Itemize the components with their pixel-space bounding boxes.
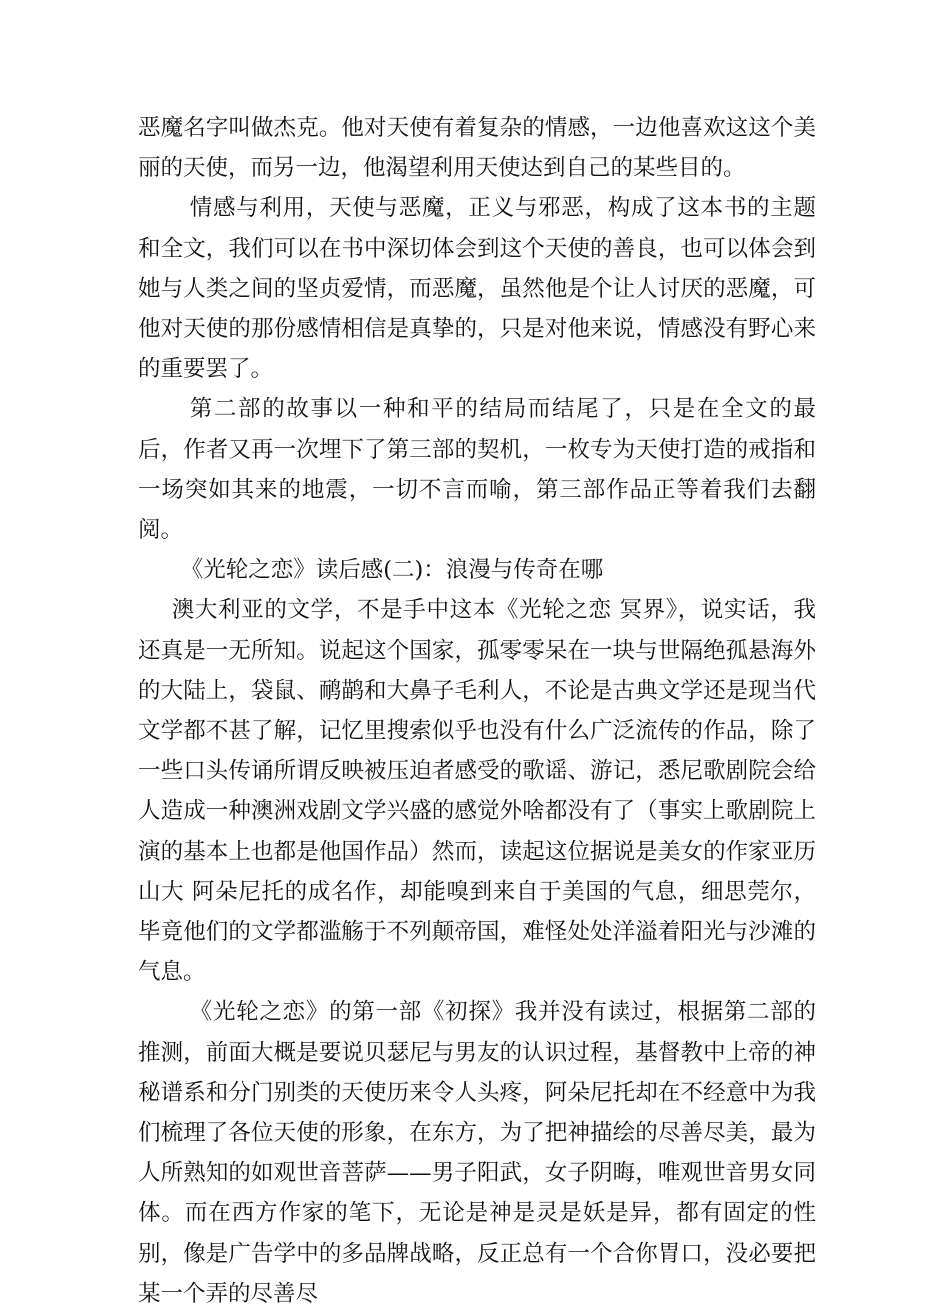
paragraph-ending: 第二部的故事以一种和平的结局而结尾了，只是在全文的最后，作者又再一次埋下了第三部的契机，一枚专为天使打造的戒指和一场突如其来的地震，一切不言而喻，第三部作品正等着我们去翻阅。 [138, 396, 816, 544]
document-body [138, 108, 816, 1314]
paragraph-theme: 情感与利用，天使与恶魔，正义与邪恶，构成了这本书的主题和全文，我们可以在书中深切体会到这个天使的善良，也可以体会到她与人类之间的坚贞爱情，而恶魔，虽然他是个让人讨厌的恶魔，可他对天使的那份感情相信是真挚的，只是对他来说，情感没有野心来的重要罢了。 [138, 195, 816, 383]
paragraph-first-part: 《光轮之恋》的第一部《初探》我并没有读过，根据第二部的推测，前面大概是要说贝瑟尼与男友的认识过程，基督教中上帝的神秘谱系和分门别类的天使历来令人头疼，阿朵尼托却在不经意中为我们梳理了各位天使的形象，在东方，为了把神描绘的尽善尽美，最为人所熟知的如观世音菩萨——男子阳武，女子阴晦，唯观世音男女同体。而在西方作家的笔下，无论是神是灵是妖是异，都有固定的性别，像是广告学中的多品牌战略，反正总有一个合你胃口，没必要把某一个弄的尽善尽 [138, 999, 816, 1307]
section-heading: 《光轮之恋》读后感(二)：浪漫与传奇在哪 [180, 557, 604, 584]
paragraph-continuation: 恶魔名字叫做杰克。他对天使有着复杂的情感，一边他喜欢这这个美丽的天使，而另一边，他渴望利用天使达到自己的某些目的。 [138, 115, 816, 182]
paragraph-australian-literature: 澳大利亚的文学，不是手中这本《光轮之恋 冥界》，说实话，我还真是一无所知。说起这个国家，孤零零呆在一块与世隔绝孤悬海外的大陆上，袋鼠、鸸鹋和大鼻子毛利人，不论是古典文学还是现当代文学都不甚了解，记忆里搜索似乎也没有什么广泛流传的作品，除了一些口头传诵所谓反映被压迫者感受的歌谣、游记，悉尼歌剧院会给人造成一种澳洲戏剧文学兴盛的感觉外啥都没有了（事实上歌剧院上演的基本上也都是他国作品）然而，读起这位据说是美女的作家亚历山大 阿朵尼托的成名作，却能嗅到来自于美国的气息，细思莞尔，毕竟他们的文学都滥觞于不列颠帝国，难怪处处洋溢着阳光与沙滩的气息。 [138, 597, 816, 986]
